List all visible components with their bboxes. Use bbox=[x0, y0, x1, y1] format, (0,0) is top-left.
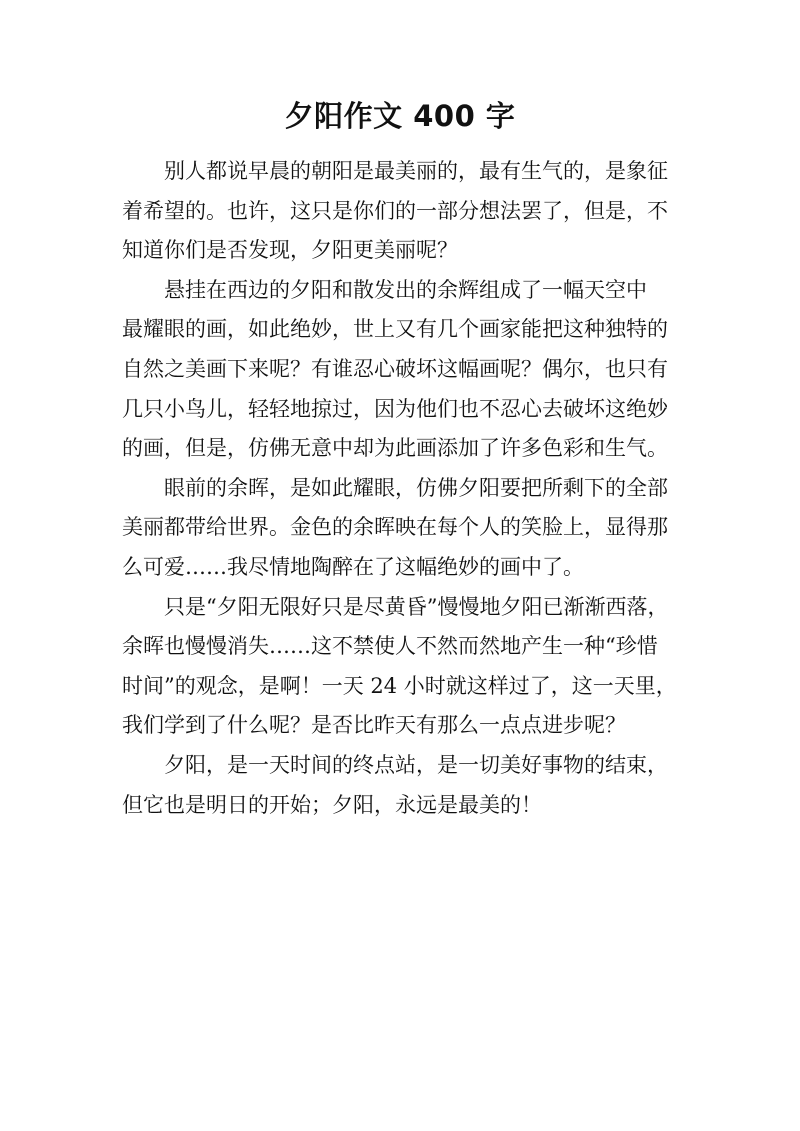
document-body bbox=[122, 152, 682, 825]
document-title: 夕阳作文 400 字 bbox=[284, 99, 516, 133]
paragraph-3: 眼前的余晖，是如此耀眼，仿佛夕阳要把所剩下的全部 美丽都带给世界。金色的余晖映在每个人的笑脸上，显得那 么可爱……我尽情地陶醉在了这幅绝妙的画中了。 bbox=[122, 475, 668, 579]
paragraph-4: 只是“夕阳无限好只是尽黄昏”慢慢地夕阳已渐渐西落， 余晖也慢慢消失……这不禁使人不然而然地产生一种“珍惜 时间”的观念，是啊！一天 24 小时就这样过了，这一天里， 我们学到了什么呢？是否比昨天有那么一点点进步呢？ bbox=[122, 594, 677, 738]
paragraph-1: 别人都说早晨的朝阳是最美丽的，最有生气的，是象征 着希望的。也许，这只是你们的一部分想法罢了，但是，不 知道你们是否发现，夕阳更美丽呢？ bbox=[122, 159, 668, 263]
paragraph-2: 悬挂在西边的夕阳和散发出的余辉组成了一幅天空中 最耀眼的画，如此绝妙，世上又有几个画家能把这种独特的 自然之美画下来呢？有谁忍心破坏这幅画呢？偶尔，也只有 几只小鸟儿，轻轻地掠过，因为他们也不忍心去破坏这绝妙 的画，但是，仿佛无意中却为此画添加了许多色彩和生气。 bbox=[122, 277, 668, 461]
paragraph-5: 夕阳，是一天时间的终点站，是一切美好事物的结束， 但它也是明日的开始；夕阳，永远是最美的！ bbox=[122, 752, 668, 817]
